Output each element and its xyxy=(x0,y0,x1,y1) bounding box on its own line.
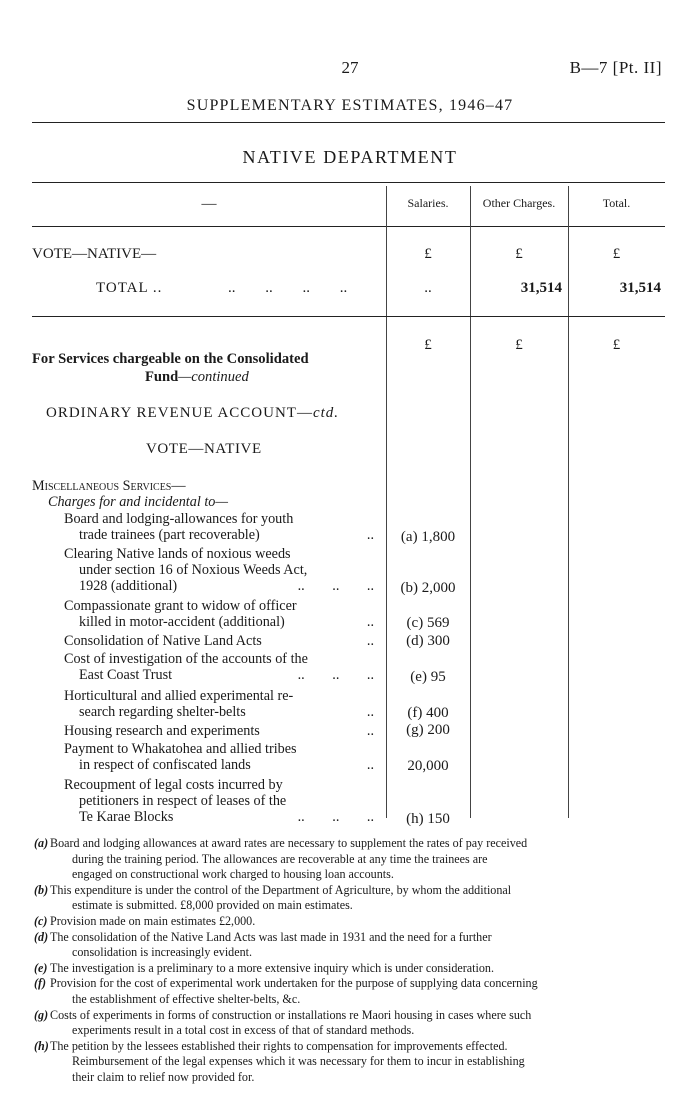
currency-other-2: £ xyxy=(515,337,523,353)
item-leader: .. .. .. xyxy=(297,667,374,684)
divider xyxy=(32,316,665,317)
item-line: Clearing Native lands of noxious weeds xyxy=(64,546,291,562)
total-other-charges: 31,514 xyxy=(520,280,562,296)
item-amount: 20,000 xyxy=(407,758,449,774)
item-amount: (g) 200 xyxy=(406,722,450,738)
item-leader: .. xyxy=(366,614,374,631)
list-item xyxy=(64,741,374,773)
total-label: TOTAL .. xyxy=(96,280,163,296)
item-line: Recoupment of legal costs incurred by xyxy=(64,777,283,793)
list-item xyxy=(64,546,374,595)
account-heading xyxy=(46,405,339,422)
footnote: (b) This expenditure is under the control of the Department of Agriculture, by whom the additional estimate is submitted. £8,000 provided on main estimates. xyxy=(34,882,512,913)
account-label: ORDINARY REVENUE ACCOUNT— xyxy=(46,405,313,421)
continued-label: —continued xyxy=(178,369,249,385)
item-line: search regarding shelter-belts .. xyxy=(79,704,374,721)
list-item xyxy=(64,723,374,739)
list-item xyxy=(64,651,374,683)
item-line: Compassionate grant to widow of officer xyxy=(64,598,297,614)
list-item xyxy=(64,511,374,543)
footnote: (g) Costs of experiments in forms of construction or installations re Maori housing in cases where such experiments result in a total cost in excess of that of standard methods. xyxy=(34,1007,532,1038)
page-number: 27 xyxy=(341,58,359,77)
item-amount: (d) 300 xyxy=(406,633,450,649)
other-charges-column-header: Other Charges. xyxy=(482,196,556,210)
salaries-column-header: Salaries. xyxy=(407,196,449,210)
currency-total: £ xyxy=(612,246,621,262)
estimates-title: SUPPLEMENTARY ESTIMATES, 1946–47 xyxy=(186,97,514,114)
item-line: East Coast Trust .. .. .. xyxy=(79,667,374,684)
department-title: NATIVE DEPARTMENT xyxy=(242,147,458,167)
total-salaries: .. xyxy=(424,280,432,296)
item-line: in respect of confiscated lands .. xyxy=(79,757,374,774)
services-heading-continued xyxy=(145,369,249,386)
item-line: Consolidation of Native Land Acts xyxy=(64,633,262,649)
description-column-header: — xyxy=(201,196,217,212)
fund-label: Fund xyxy=(145,369,179,385)
footnote: (e) The investigation is a preliminary to a more extensive inquiry which is under consideration. xyxy=(34,960,494,975)
total-column-header: Total. xyxy=(602,196,631,210)
item-line: trade trainees (part recoverable) .. xyxy=(79,527,374,544)
item-leader: .. xyxy=(366,704,374,721)
account-ctd: ctd. xyxy=(312,405,340,421)
item-amount: (h) 150 xyxy=(406,811,450,827)
list-item xyxy=(64,688,374,720)
document-reference: B—7 [Pt. II] xyxy=(569,58,662,77)
list-item xyxy=(64,777,374,826)
charges-heading: Charges for and incidental to— xyxy=(48,494,228,510)
item-line: under section 16 of Noxious Weeds Act, xyxy=(79,562,308,579)
item-line: Housing research and experiments xyxy=(64,723,260,739)
list-item xyxy=(64,598,374,630)
item-leader: .. xyxy=(366,757,374,774)
list-item xyxy=(64,633,374,649)
footnote: (h) The petition by the lessees established their rights to compensation for improvements effected. Reimbursement of the legal expenses which it was necessary for them to incur in establishing their claim to relief now provided for. xyxy=(34,1038,525,1084)
footnote: (f) Provision for the cost of experimental work undertaken for the purpose of supplying data concerning the establishment of effective shelter-belts, &c. xyxy=(34,976,538,1006)
item-amount: (a) 1,800 xyxy=(400,529,456,545)
item-leader: .. xyxy=(366,723,374,739)
item-line: Payment to Whakatohea and allied tribes xyxy=(64,741,297,757)
item-line: Horticultural and allied experimental re- xyxy=(64,688,294,704)
footnote: (d) The consolidation of the Native Land Acts was last made in 1931 and the need for a further consolidation is increasingly evident. xyxy=(34,929,492,960)
item-leader: .. xyxy=(366,633,374,649)
item-amount: (c) 569 xyxy=(406,615,450,631)
currency-salaries-2: £ xyxy=(424,337,432,353)
currency-other: £ xyxy=(515,246,523,262)
item-line: killed in motor-accident (additional) .. xyxy=(79,614,374,631)
item-line: Board and lodging-allowances for youth xyxy=(64,511,294,527)
currency-salaries: £ xyxy=(424,246,432,262)
footnote: (a) Board and lodging allowances at award rates are necessary to supplement the rates of pay received during the training period. The allowances are recoverable at any time the trainees are engaged on constructional work charged to housing loan accounts. xyxy=(34,836,528,882)
currency-total-2: £ xyxy=(612,337,621,353)
item-amount: (b) 2,000 xyxy=(400,580,456,596)
divider xyxy=(32,182,665,183)
services-heading: For Services chargeable on the Consolidated xyxy=(32,351,309,367)
item-amount: (f) 400 xyxy=(407,705,449,721)
divider xyxy=(32,226,665,227)
item-leader: .. xyxy=(366,527,374,544)
item-line: Te Karae Blocks .. .. .. xyxy=(79,809,374,826)
item-line: petitioners in respect of leases of the xyxy=(79,793,287,810)
item-line: 1928 (additional) .. .. .. xyxy=(79,578,374,595)
misc-services-heading: Miscellaneous Services— xyxy=(32,478,186,494)
item-leader: .. .. .. xyxy=(297,578,374,595)
item-leader: .. .. .. xyxy=(297,809,374,826)
item-amount: (e) 95 xyxy=(410,669,446,685)
divider xyxy=(32,122,665,123)
footnotes xyxy=(34,836,668,1086)
total-total: 31,514 xyxy=(619,280,661,296)
vote-label: VOTE—NATIVE— xyxy=(32,246,157,262)
footnote: (c) Provision made on main estimates £2,000. xyxy=(34,913,256,928)
vote-native-heading: VOTE—NATIVE xyxy=(146,441,262,457)
total-leaders: .. .. .. .. xyxy=(228,280,348,296)
item-line: Cost of investigation of the accounts of the xyxy=(64,651,308,667)
